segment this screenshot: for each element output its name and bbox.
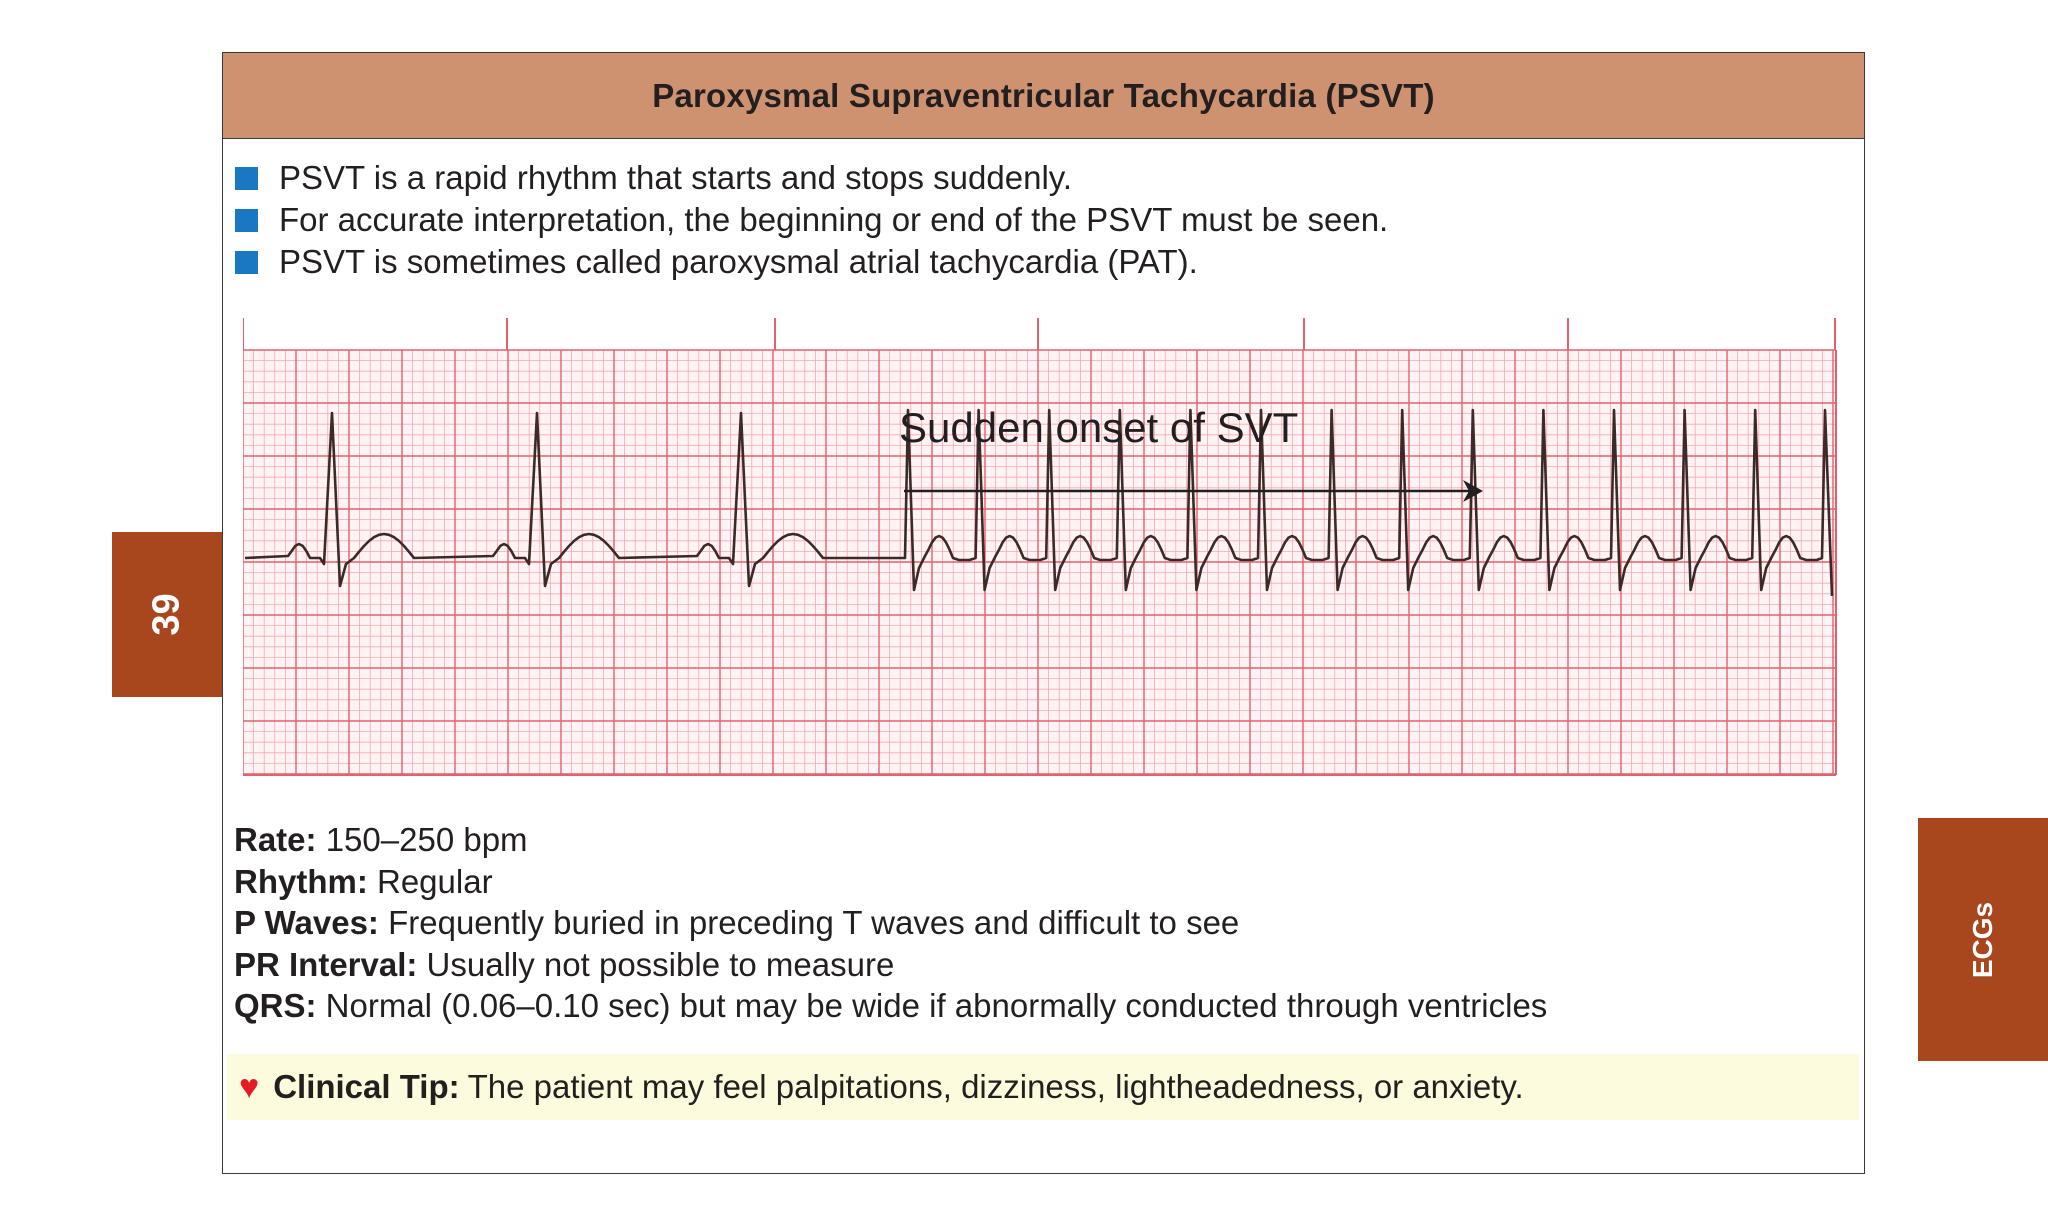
spec-value: Usually not possible to measure [417, 945, 895, 983]
spec-label: PR Interval: [234, 945, 418, 983]
ecg-annotation: Sudden onset of SVT [899, 404, 1299, 451]
spec-label: QRS: [234, 987, 317, 1024]
spec-label: Rate: [234, 821, 317, 858]
ecg-time-ticks [243, 318, 1835, 350]
page-number: 39 [145, 593, 188, 636]
square-bullet-icon [235, 167, 258, 190]
spec-label: Rhythm: [234, 862, 368, 900]
rhythm-specs [234, 819, 1547, 1027]
square-bullet-icon [235, 251, 258, 274]
section-tab[interactable] [1918, 818, 2048, 1061]
bullet-list [235, 157, 1388, 283]
ecg-strip-svg [243, 318, 1843, 788]
bullet-item [235, 157, 1388, 199]
bullet-item [235, 241, 1388, 283]
page-number-tab [112, 532, 222, 697]
bullet-text: PSVT is sometimes called paroxysmal atrial tachycardia (PAT). [279, 243, 1198, 280]
psvt-card [222, 52, 1865, 1174]
card-header [223, 53, 1864, 139]
card-title: Paroxysmal Supraventricular Tachycardia (PSVT) [652, 76, 1435, 114]
spec-p-waves [234, 902, 1547, 944]
heart-icon: ♥ [239, 1067, 260, 1106]
bullet-text: For accurate interpretation, the beginning or end of the PSVT must be seen. [279, 201, 1389, 238]
spec-rhythm [234, 861, 1547, 903]
clinical-tip-text: The patient may feel palpitations, dizziness, lightheadedness, or anxiety. [467, 1068, 1524, 1105]
spec-value: Regular [367, 862, 493, 900]
spec-rate [234, 819, 1547, 861]
ecg-strip [243, 318, 1843, 793]
spec-label: P Waves: [234, 904, 379, 941]
spec-value: Frequently buried in preceding T waves and difficult to see [378, 904, 1240, 941]
spec-qrs [234, 985, 1547, 1027]
section-tab-label: ECGs [1967, 901, 1998, 978]
bullet-text: PSVT is a rapid rhythm that starts and stops suddenly. [279, 159, 1072, 196]
spec-value: Normal (0.06–0.10 sec) but may be wide if abnormally conducted through ventricles [316, 987, 1548, 1024]
spec-value: 150–250 bpm [316, 821, 528, 858]
clinical-tip [227, 1054, 1859, 1120]
spec-pr-interval [234, 944, 1547, 986]
bullet-item [235, 199, 1388, 241]
square-bullet-icon [235, 209, 258, 232]
clinical-tip-label: Clinical Tip: [273, 1068, 460, 1105]
